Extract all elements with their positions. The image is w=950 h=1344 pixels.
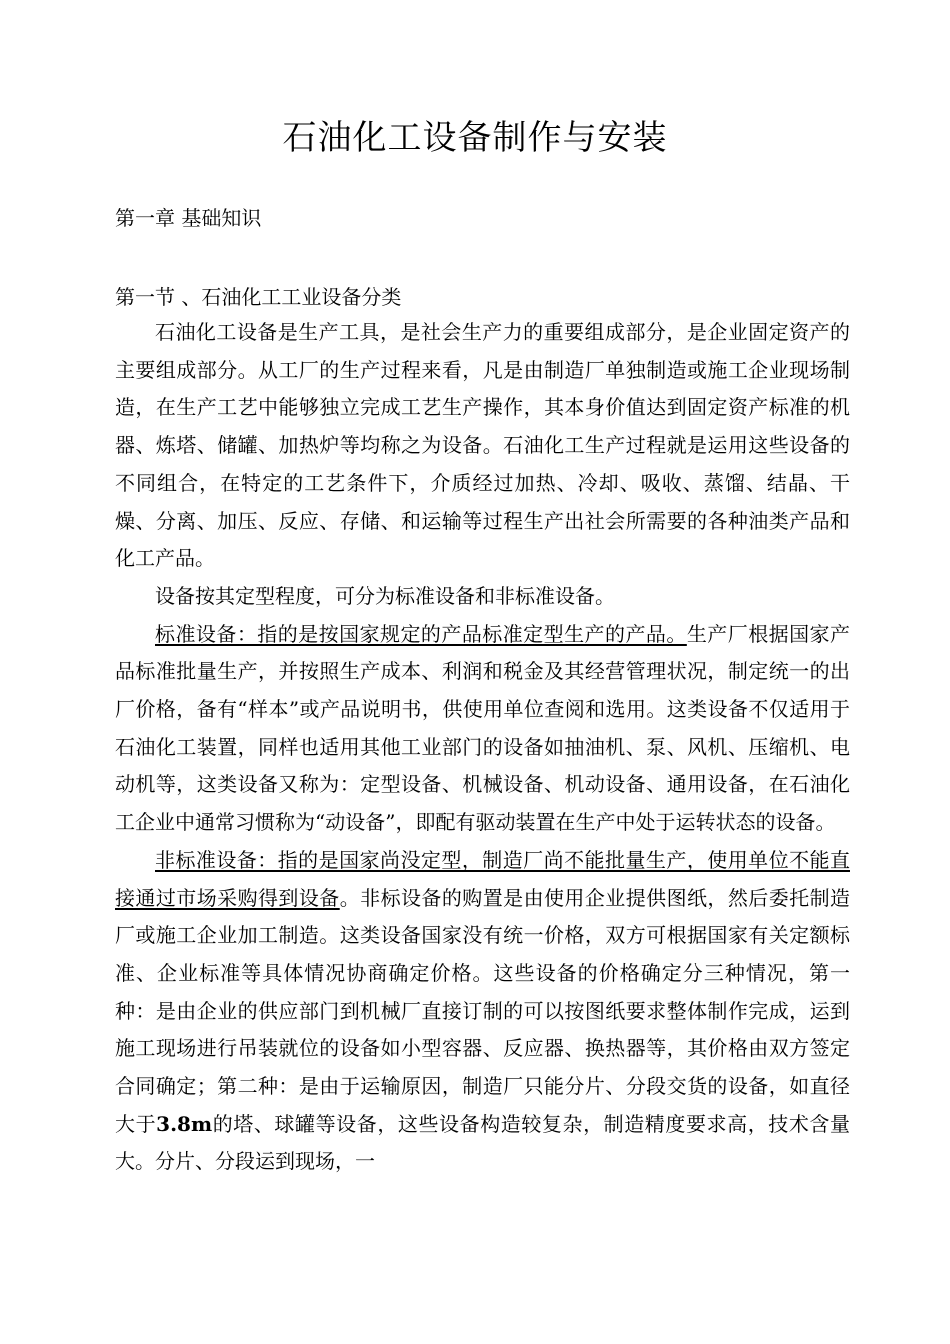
nonstandard-equipment-definition: 非标准设备：指的是国家尚没定型，制造厂尚不能批量生产，使用单位不能直接通过市场采购得到设备 xyxy=(115,847,850,910)
document-title: 石油化工设备制作与安装 xyxy=(282,118,668,158)
nonstandard-equipment-continuation: 的塔、球罐等设备，这些设备构造较复杂，制造精度要求高，技术含量大。分片、分段运到现场，一 xyxy=(115,1111,851,1174)
chapter-heading: 第一章 基础知识 xyxy=(115,206,262,230)
standard-equipment-definition: 标准设备：指的是按国家规定的产品标准定型生产的产品。 xyxy=(155,621,687,646)
nonstandard-equipment-description: 。非标设备的购置是由使用企业提供图纸，然后委托制造厂或施工企业加工制造。这类设备国家没有统一价格，双方可根据国家有关定额标准、企业标准等具体情况协商确定价格。这些设备的价格确定分三种情况，第一种：是由企业的供应部门到机械厂直接订制的可以按图纸要求整体制作完成，运到施工现场进行吊装就位的设备如小型容器、反应器、换热器等，其价格由双方签定合同确定；第二种：是由于运输原因，制造厂只能分片、分段交货的设备，如直径大于 xyxy=(115,885,851,1136)
paragraph-classification-text: 设备按其定型程度，可分为标准设备和非标准设备。 xyxy=(155,583,615,608)
paragraph-classification xyxy=(115,578,850,616)
standard-equipment-description: 生产厂根据国家产品标准批量生产，并按照生产成本、利润和税金及其经营管理状况，制定统一的出厂价格，备有“样本”或产品说明书，供使用单位查阅和选用。这类设备不仅适用于石油化工装置，同样也适用其他工业部门的设备如抽油机、泵、风机、压缩机、电动机等，这类设备又称为：定型设备、机械设备、机动设备、通用设备，在石油化工企业中通常习惯称为“动设备”，即配有驱动装置在生产中处于运转状态的设备。 xyxy=(115,621,851,835)
paragraph-nonstandard-equipment xyxy=(115,842,850,1181)
section-heading: 第一节 、石油化工工业设备分类 xyxy=(115,285,402,309)
body-text xyxy=(115,314,850,1181)
paragraph-standard-equipment xyxy=(115,616,850,842)
paragraph-definition-text: 石油化工设备是生产工具，是社会生产力的重要组成部分，是企业固定资产的主要组成部分。从工厂的生产过程来看，凡是由制造厂单独制造或施工企业现场制造，在生产工艺中能够独立完成工艺生产操作，其本身价值达到固定资产标准的机器、炼塔、储罐、加热炉等均称之为设备。石油化工生产过程就是运用这些设备的不同组合，在特定的工艺条件下，介质经过加热、冷却、吸收、蒸馏、结晶、干燥、分离、加压、反应、存储、和运输等过程生产出社会所需要的各种油类产品和化工产品。 xyxy=(115,320,850,571)
paragraph-definition xyxy=(115,314,850,578)
diameter-value: 3.8m xyxy=(156,1111,213,1136)
